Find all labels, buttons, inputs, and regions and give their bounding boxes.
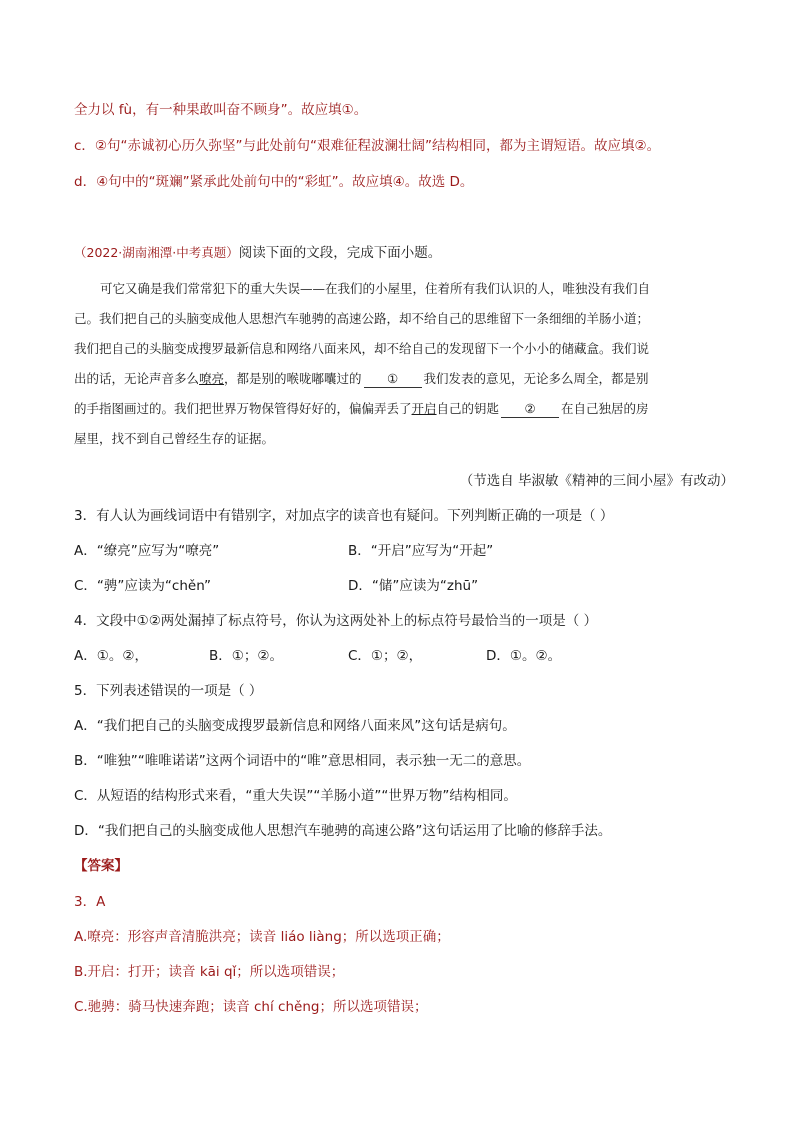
blank-2: ② bbox=[501, 401, 559, 418]
passage-line-4 bbox=[74, 369, 649, 389]
q4-stem: 4．文段中①②两处漏掉了标点符号，你认为这两处补上的标点符号最恰当的一项是（ ） bbox=[74, 613, 598, 629]
q4-option-c: C．①；②， bbox=[348, 648, 423, 664]
passage-line-3: 我们把自己的头脑变成搜罗最新信息和网络八面来风，却不给自己的发现留下一个小小的储藏盒。我们说 bbox=[74, 341, 650, 356]
passage-text: 自己的钥匙 bbox=[436, 401, 500, 416]
passage-line-6: 屋里，找不到自己曾经生存的证据。 bbox=[74, 431, 275, 446]
q3-option-b: B．“开启”应写为“开起” bbox=[348, 543, 494, 559]
passage-line-1: 可它又确是我们常常犯下的重大失误——在我们的小屋里，住着所有我们认识的人，唯独没有我们自 bbox=[100, 281, 651, 296]
passage-text: 我们发表的意见，无论多么周全，都是别 bbox=[423, 371, 649, 386]
question-intro bbox=[74, 243, 441, 263]
answer-line-1: 全力以 fù，有一种果敢叫奋不顾身”。故应填①。 bbox=[74, 102, 368, 118]
q4-option-a: A．①。②， bbox=[74, 648, 148, 664]
answer-line-3: d．④句中的“斑斓”紧承此处前句中的“彩虹”。故应填④。故选 D。 bbox=[74, 174, 474, 190]
q5-stem: 5．下列表述错误的一项是（ ） bbox=[74, 683, 263, 699]
intro-text: 阅读下面的文段，完成下面小题。 bbox=[238, 245, 442, 261]
answer-label: 【答案】 bbox=[74, 858, 128, 874]
underlined-word: 嘹亮 bbox=[199, 371, 225, 386]
passage-text: 出的话，无论声音多么 bbox=[74, 371, 200, 386]
explanation-b: B.开启：打开；读音 kāi qǐ；所以选项错误； bbox=[74, 964, 345, 980]
passage-text: 在自己独居的房 bbox=[561, 401, 649, 416]
explanation-c: C.驰骋：骑马快速奔跑；读音 chí chěng；所以选项错误； bbox=[74, 999, 428, 1015]
q3-option-d: D．“储”应读为“zhū” bbox=[348, 578, 479, 594]
q5-option-b: B．“唯独”“唯唯诺诺”这两个词语中的“唯”意思相同，表示独一无二的意思。 bbox=[74, 753, 531, 769]
q3-stem: 3．有人认为画线词语中有错别字，对加点字的读音也有疑问。下列判断正确的一项是（ ） bbox=[74, 508, 614, 524]
q3-option-c: C．“骋”应读为“chěn” bbox=[74, 578, 212, 594]
underlined-word: 开启 bbox=[411, 401, 437, 416]
explanation-a: A.嘹亮：形容声音清脆洪亮；读音 liáo liàng；所以选项正确； bbox=[74, 929, 450, 945]
passage-text: ，都是别的喉咙嘟囔过的 bbox=[224, 371, 362, 386]
q5-option-c: C．从短语的结构形式来看，“重大失误”“羊肠小道”“世界万物”结构相同。 bbox=[74, 788, 517, 804]
passage-line-2: 己。我们把自己的头脑变成他人思想汽车驰骋的高速公路，却不给自己的思维留下一条细细的羊肠小道； bbox=[74, 311, 650, 326]
source-tag: （2022·湖南湘潭·中考真题） bbox=[74, 245, 239, 260]
passage-text: 的手指图画过的。我们把世界万物保管得好好的，偏偏弄丢了 bbox=[74, 401, 412, 416]
q4-option-b: B．①；②。 bbox=[209, 648, 283, 664]
q4-option-d: D．①。②。 bbox=[486, 648, 562, 664]
answer-line-2: c．②句“赤诚初心历久弥坚”与此处前句“艰难征程波澜壮阔”结构相同，都为主谓短语。故应填②。 bbox=[74, 138, 661, 154]
blank-1: ① bbox=[364, 371, 422, 388]
q5-option-a: A．“我们把自己的头脑变成搜罗最新信息和网络八面来风”这句话是病句。 bbox=[74, 718, 516, 734]
passage-line-5 bbox=[74, 399, 649, 419]
passage-source: （节选自 毕淑敏《精神的三间小屋》有改动） bbox=[459, 473, 734, 489]
q3-options-row-1 bbox=[74, 541, 219, 561]
q3-option-a: A．“缭亮”应写为“嘹亮” bbox=[74, 543, 220, 559]
answer-q3: 3．A bbox=[74, 894, 106, 910]
q5-option-d: D．“我们把自己的头脑变成他人思想汽车驰骋的高速公路”这句话运用了比喻的修辞手法。 bbox=[74, 823, 612, 839]
